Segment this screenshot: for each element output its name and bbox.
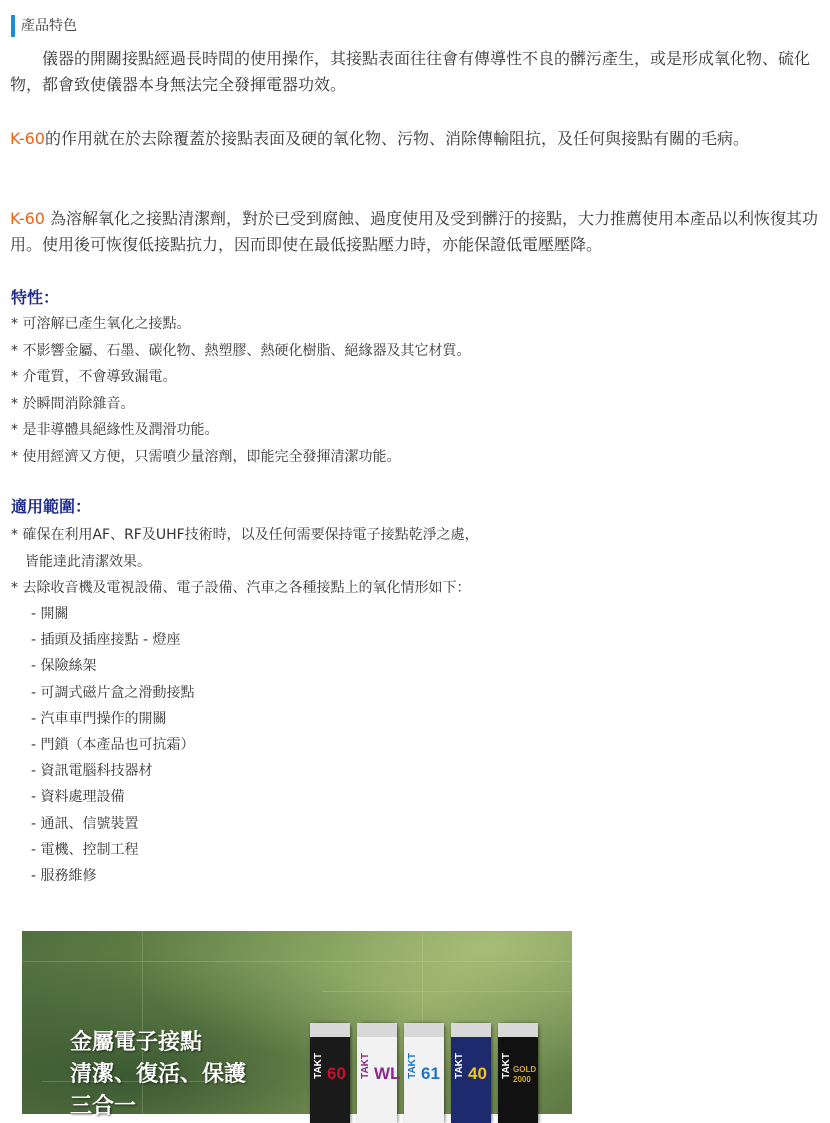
can-brand-label: TAKT (360, 1053, 371, 1079)
feature-item: * 不影響金屬、石墨、碳化物、熱塑膠、熱硬化樹脂、絕緣器及其它材質。 (11, 342, 471, 359)
circuit-trace (22, 961, 572, 962)
banner-line: 金屬電子接點 (70, 1030, 203, 1055)
spray-can (357, 1023, 401, 1123)
feature-item: * 使用經濟又方便，只需噴少量溶劑，即能完全發揮清潔功能。 (11, 448, 401, 465)
product-banner-image (22, 931, 572, 1119)
intro-paragraph-3 (10, 206, 825, 258)
can-brand-label: TAKT (501, 1053, 512, 1079)
application-subitem: - 開關 (31, 606, 69, 622)
application-subitem: - 門鎖（本產品也可抗霜） (31, 737, 195, 754)
can-model-label: 61 (421, 1064, 440, 1083)
spray-can (451, 1023, 491, 1123)
features-heading: 特性： (11, 288, 60, 307)
model-name: K-60 (10, 129, 45, 148)
can-cap (451, 1023, 491, 1037)
paragraph-text: 的作用就在於去除覆蓋於接點表面及硬的氧化物、污物、消除傳輸阻抗，及任何與接點有關的毛病。 (44, 129, 749, 148)
can-model-label: WL (374, 1064, 401, 1083)
application-subitem: - 電機、控制工程 (31, 841, 139, 858)
can-brand-label: TAKT (454, 1053, 465, 1079)
model-name: K-60 (10, 209, 45, 228)
application-item: * 確保在利用AF、RF及UHF技術時，以及任何需要保持電子接點乾淨之處， (11, 527, 479, 543)
can-cap (357, 1023, 397, 1037)
application-subitem: - 插頭及插座接點 - 燈座 (31, 632, 181, 649)
banner-headline (70, 1027, 246, 1123)
feature-item: * 介電質，不會導致漏電。 (11, 369, 177, 385)
paragraph-text: 為溶解氧化之接點清潔劑，對於已受到腐蝕、過度使用及受到髒汙的接點，大力推薦使用本產品以利恢復其功用。使用後可恢復低接點抗力，因而即使在最低接點壓力時，亦能保證低電壓壓降。 (10, 209, 819, 254)
circuit-trace (422, 931, 423, 1021)
intro-paragraph-2 (10, 126, 825, 152)
intro-paragraph-1: 儀器的開關接點經過長時間的使用操作，其接點表面往往會有傳導性不良的髒污產生，或是形成氧化物、硫化物，都會致使儀器本身無法完全發揮電器功效。 (10, 49, 811, 94)
circuit-trace (322, 991, 572, 992)
application-subitem: - 通訊、信號裝置 (31, 815, 139, 832)
application-item-continued: 皆能達此清潔效果。 (25, 553, 151, 570)
spray-can (310, 1023, 350, 1123)
feature-item: * 於瞬間消除雜音。 (11, 395, 135, 412)
can-model-label: 40 (468, 1064, 487, 1083)
can-model-label: 60 (327, 1064, 346, 1083)
banner-line: 三合一 (70, 1094, 137, 1119)
feature-item: * 可溶解已產生氧化之接點。 (11, 316, 191, 332)
can-cap (310, 1023, 350, 1037)
spray-can (498, 1023, 538, 1123)
application-subitem: - 資料處理設備 (31, 789, 125, 806)
banner-line: 清潔、復活、保護 (70, 1062, 247, 1087)
applications-heading: 適用範圍： (11, 497, 92, 516)
application-subitems (31, 601, 195, 889)
can-brand-label: TAKT (407, 1053, 418, 1079)
spray-can (404, 1023, 444, 1123)
can-cap (404, 1023, 444, 1037)
application-subitem: - 可調式磁片盒之滑動接點 (31, 684, 195, 701)
can-brand-label: TAKT (313, 1053, 324, 1079)
section-title: 產品特色 (11, 15, 77, 37)
feature-item: * 是非導體具絕緣性及潤滑功能。 (11, 422, 219, 438)
application-subitem: - 資訊電腦科技器材 (31, 763, 153, 780)
application-item: * 去除收音機及電視設備、電子設備、汽車之各種接點上的氧化情形如下： (11, 580, 471, 596)
application-subitem: - 服務維修 (31, 868, 97, 885)
can-cap (498, 1023, 538, 1037)
applications-list (11, 522, 479, 602)
application-subitem: - 汽車車門操作的開關 (31, 710, 167, 727)
application-subitem: - 保險絲架 (31, 658, 97, 675)
features-list (11, 311, 470, 470)
can-model-label: GOLD 2000 (513, 1065, 537, 1084)
